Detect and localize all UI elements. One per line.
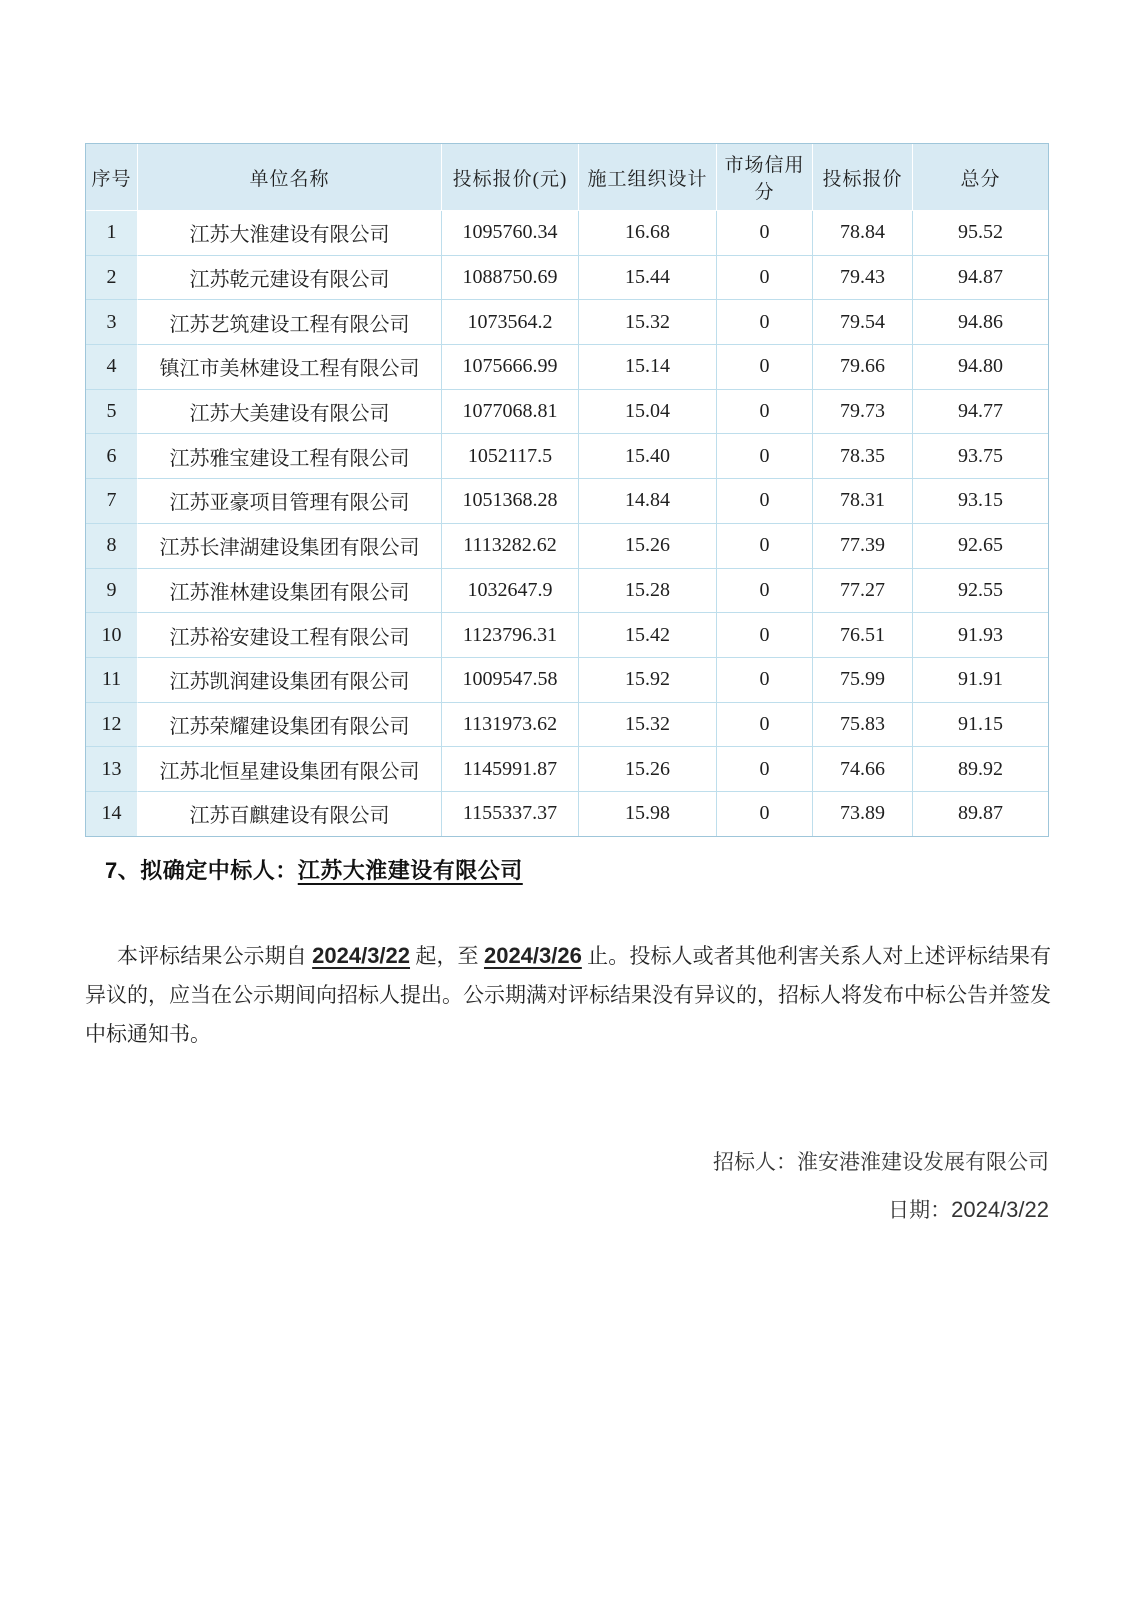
company-cell: 江苏雅宝建设工程有限公司 bbox=[138, 434, 442, 479]
bid-price-score-cell: 75.83 bbox=[813, 703, 913, 748]
bid-evaluation-table bbox=[85, 143, 1049, 837]
bid-price-cell: 1155337.37 bbox=[442, 792, 579, 836]
bid-price-score-cell: 77.39 bbox=[813, 524, 913, 569]
bid-price-score-cell: 74.66 bbox=[813, 747, 913, 792]
date-line bbox=[713, 1186, 1049, 1234]
bid-price-cell: 1052117.5 bbox=[442, 434, 579, 479]
company-cell: 江苏乾元建设有限公司 bbox=[138, 256, 442, 301]
index-cell: 13 bbox=[86, 747, 138, 792]
winner-announcement bbox=[105, 854, 523, 885]
total-score-cell: 91.91 bbox=[913, 658, 1048, 703]
bid-price-cell: 1051368.28 bbox=[442, 479, 579, 524]
construction-design-cell: 15.42 bbox=[579, 613, 717, 658]
market-credit-cell: 0 bbox=[717, 747, 813, 792]
bid-price-score-cell: 79.43 bbox=[813, 256, 913, 301]
index-cell: 14 bbox=[86, 792, 138, 836]
bid-price-cell: 1077068.81 bbox=[442, 390, 579, 435]
table-body bbox=[86, 211, 1048, 836]
bid-price-score-cell: 73.89 bbox=[813, 792, 913, 836]
index-cell: 12 bbox=[86, 703, 138, 748]
header-bid-price: 投标报价(元) bbox=[442, 144, 579, 211]
index-cell: 7 bbox=[86, 479, 138, 524]
bid-price-cell: 1145991.87 bbox=[442, 747, 579, 792]
table-row bbox=[86, 613, 1048, 658]
index-cell: 8 bbox=[86, 524, 138, 569]
table-header bbox=[86, 144, 1048, 211]
bid-price-cell: 1073564.2 bbox=[442, 300, 579, 345]
company-cell: 江苏百麒建设有限公司 bbox=[138, 792, 442, 836]
table-row bbox=[86, 703, 1048, 748]
tenderer-line: 招标人：淮安港淮建设发展有限公司 bbox=[713, 1150, 1049, 1174]
table-row bbox=[86, 658, 1048, 703]
bid-price-cell: 1095760.34 bbox=[442, 211, 579, 256]
publicity-end-date: 2024/3/26 bbox=[483, 943, 582, 968]
total-score-cell: 89.87 bbox=[913, 792, 1048, 836]
construction-design-cell: 15.28 bbox=[579, 569, 717, 614]
company-cell: 镇江市美林建设工程有限公司 bbox=[138, 345, 442, 390]
market-credit-cell: 0 bbox=[717, 256, 813, 301]
index-cell: 2 bbox=[86, 256, 138, 301]
market-credit-cell: 0 bbox=[717, 434, 813, 479]
publicity-start-date: 2024/3/22 bbox=[312, 943, 411, 968]
construction-design-cell: 15.92 bbox=[579, 658, 717, 703]
bid-price-cell: 1131973.62 bbox=[442, 703, 579, 748]
total-score-cell: 94.87 bbox=[913, 256, 1048, 301]
construction-design-cell: 16.68 bbox=[579, 211, 717, 256]
notice-text-1: 本评标结果公示期自 bbox=[117, 944, 313, 968]
table-row bbox=[86, 792, 1048, 836]
construction-design-cell: 15.32 bbox=[579, 703, 717, 748]
market-credit-cell: 0 bbox=[717, 658, 813, 703]
total-score-cell: 94.80 bbox=[913, 345, 1048, 390]
market-credit-cell: 0 bbox=[717, 524, 813, 569]
header-bid-price-score: 投标报价 bbox=[813, 144, 913, 211]
market-credit-cell: 0 bbox=[717, 390, 813, 435]
company-cell: 江苏北恒星建设集团有限公司 bbox=[138, 747, 442, 792]
header-total-score: 总分 bbox=[913, 144, 1048, 211]
market-credit-cell: 0 bbox=[717, 569, 813, 614]
company-cell: 江苏裕安建设工程有限公司 bbox=[138, 613, 442, 658]
header-company: 单位名称 bbox=[138, 144, 442, 211]
construction-design-cell: 15.32 bbox=[579, 300, 717, 345]
bid-price-cell: 1088750.69 bbox=[442, 256, 579, 301]
table-row bbox=[86, 300, 1048, 345]
construction-design-cell: 15.14 bbox=[579, 345, 717, 390]
market-credit-cell: 0 bbox=[717, 703, 813, 748]
total-score-cell: 89.92 bbox=[913, 747, 1048, 792]
table-row bbox=[86, 211, 1048, 256]
total-score-cell: 92.55 bbox=[913, 569, 1048, 614]
construction-design-cell: 15.40 bbox=[579, 434, 717, 479]
bid-price-score-cell: 79.54 bbox=[813, 300, 913, 345]
company-cell: 江苏淮林建设集团有限公司 bbox=[138, 569, 442, 614]
market-credit-cell: 0 bbox=[717, 479, 813, 524]
header-index: 序号 bbox=[86, 144, 138, 211]
date-label: 日期： bbox=[888, 1198, 952, 1222]
index-cell: 9 bbox=[86, 569, 138, 614]
table-row bbox=[86, 345, 1048, 390]
header-market-credit: 市场信用分 bbox=[717, 144, 813, 211]
index-cell: 10 bbox=[86, 613, 138, 658]
market-credit-cell: 0 bbox=[717, 613, 813, 658]
index-cell: 11 bbox=[86, 658, 138, 703]
construction-design-cell: 14.84 bbox=[579, 479, 717, 524]
total-score-cell: 93.75 bbox=[913, 434, 1048, 479]
total-score-cell: 93.15 bbox=[913, 479, 1048, 524]
bid-price-score-cell: 79.73 bbox=[813, 390, 913, 435]
publicity-notice-paragraph bbox=[85, 936, 1051, 1054]
index-cell: 6 bbox=[86, 434, 138, 479]
table-row bbox=[86, 524, 1048, 569]
header-construction-design: 施工组织设计 bbox=[579, 144, 717, 211]
winner-announcement-label: 7、拟确定中标人： bbox=[105, 858, 298, 883]
bid-price-score-cell: 78.31 bbox=[813, 479, 913, 524]
notice-text-3: 止。投标人或者其他利害关系人对上述评标结果有异议的，应当在公示期间向招标人提出。公示期满对评标结果没有异议的，招标人将发布中标公告并签发中标通知书。 bbox=[85, 944, 1052, 1046]
table-row bbox=[86, 569, 1048, 614]
market-credit-cell: 0 bbox=[717, 345, 813, 390]
index-cell: 4 bbox=[86, 345, 138, 390]
bid-price-cell: 1009547.58 bbox=[442, 658, 579, 703]
bid-price-score-cell: 76.51 bbox=[813, 613, 913, 658]
total-score-cell: 94.77 bbox=[913, 390, 1048, 435]
bid-price-score-cell: 79.66 bbox=[813, 345, 913, 390]
bid-price-cell: 1123796.31 bbox=[442, 613, 579, 658]
total-score-cell: 92.65 bbox=[913, 524, 1048, 569]
market-credit-cell: 0 bbox=[717, 300, 813, 345]
company-cell: 江苏艺筑建设工程有限公司 bbox=[138, 300, 442, 345]
construction-design-cell: 15.98 bbox=[579, 792, 717, 836]
construction-design-cell: 15.26 bbox=[579, 524, 717, 569]
company-cell: 江苏大淮建设有限公司 bbox=[138, 211, 442, 256]
signature-block bbox=[713, 1138, 1049, 1234]
index-cell: 5 bbox=[86, 390, 138, 435]
table-header-row bbox=[86, 144, 1048, 211]
bid-price-score-cell: 78.35 bbox=[813, 434, 913, 479]
table-row bbox=[86, 747, 1048, 792]
bid-price-score-cell: 75.99 bbox=[813, 658, 913, 703]
table-row bbox=[86, 256, 1048, 301]
bid-price-cell: 1075666.99 bbox=[442, 345, 579, 390]
company-cell: 江苏长津湖建设集团有限公司 bbox=[138, 524, 442, 569]
construction-design-cell: 15.04 bbox=[579, 390, 717, 435]
company-cell: 江苏亚豪项目管理有限公司 bbox=[138, 479, 442, 524]
company-cell: 江苏凯润建设集团有限公司 bbox=[138, 658, 442, 703]
bid-price-score-cell: 77.27 bbox=[813, 569, 913, 614]
construction-design-cell: 15.26 bbox=[579, 747, 717, 792]
table-row bbox=[86, 390, 1048, 435]
company-cell: 江苏荣耀建设集团有限公司 bbox=[138, 703, 442, 748]
bid-price-score-cell: 78.84 bbox=[813, 211, 913, 256]
bid-price-cell: 1032647.9 bbox=[442, 569, 579, 614]
total-score-cell: 91.15 bbox=[913, 703, 1048, 748]
table-row bbox=[86, 434, 1048, 479]
total-score-cell: 91.93 bbox=[913, 613, 1048, 658]
market-credit-cell: 0 bbox=[717, 792, 813, 836]
index-cell: 1 bbox=[86, 211, 138, 256]
total-score-cell: 94.86 bbox=[913, 300, 1048, 345]
total-score-cell: 95.52 bbox=[913, 211, 1048, 256]
date-value: 2024/3/22 bbox=[951, 1197, 1049, 1222]
market-credit-cell: 0 bbox=[717, 211, 813, 256]
notice-text-2: 起，至 bbox=[410, 944, 484, 968]
company-cell: 江苏大美建设有限公司 bbox=[138, 390, 442, 435]
table-row bbox=[86, 479, 1048, 524]
index-cell: 3 bbox=[86, 300, 138, 345]
bid-price-cell: 1113282.62 bbox=[442, 524, 579, 569]
construction-design-cell: 15.44 bbox=[579, 256, 717, 301]
winner-company-name: 江苏大淮建设有限公司 bbox=[297, 858, 523, 883]
